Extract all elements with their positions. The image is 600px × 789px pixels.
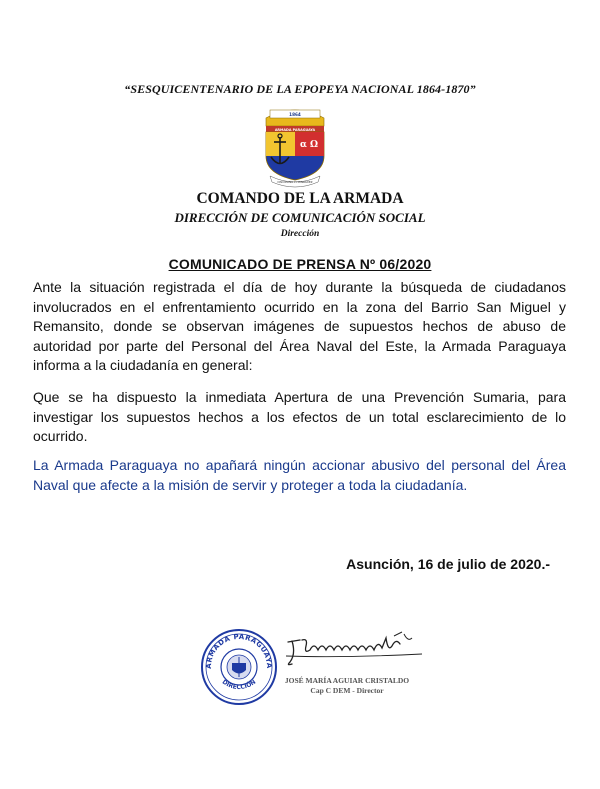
emblem-year: 1864	[289, 112, 301, 117]
navy-emblem	[256, 104, 334, 188]
organization-title: COMANDO DE LA ARMADA	[196, 190, 404, 207]
paragraph-investigation: Que se ha dispuesto la inmediata Apertura de una Prevención Sumaria, para investigar los supuestos hechos a los efectos de un total esclarecimiento de lo ocurrido.	[33, 389, 566, 444]
section-label: Dirección	[280, 229, 320, 239]
svg-text:DIRECCIÓN	[221, 679, 258, 691]
emblem-banner: ARMADA PARAGUAYA	[274, 128, 316, 132]
signatory-rank: Cap C DEM - Director	[310, 686, 384, 695]
official-seal	[199, 627, 279, 707]
press-release-title: COMUNICADO DE PRENSA Nº 06/2020	[168, 256, 432, 272]
commitment-text: no apañará ningún accionar abusivo del personal del Área Naval que afecte a la misión de servir y proteger a toda la ciudadanía.	[33, 457, 566, 493]
navy-name-lead: La Armada Paraguaya	[33, 457, 178, 473]
seal-top-text: ARMADA PARAGUAYA	[204, 632, 274, 669]
handwritten-signature	[282, 628, 432, 673]
emblem-ribbon: DISCIPLINA Y HONRADEZ	[277, 180, 313, 184]
signatory-name: JOSÉ MARÍA AGUIAR CRISTALDO	[284, 676, 410, 685]
emblem-alpha-omega: α Ω	[299, 140, 319, 150]
department-title: DIRECCIÓN DE COMUNICACIÓN SOCIAL	[174, 210, 426, 225]
paragraph-commitment	[33, 456, 566, 495]
paragraph-situation: Ante la situación registrada el día de hoy durante la búsqueda de ciudadanos involucrados en el enfrentamiento ocurrido en la zona del Barrio San Miguel y Remansito, donde se observan imágenes de supuestos hechos de abuso de autoridad por parte del Personal del Área Naval del Este, la Armada Paraguaya informa a la ciudadanía en general:	[33, 279, 566, 373]
commemorative-motto: “SESQUICENTENARIO DE LA EPOPEYA NACIONAL 1864-1870”	[124, 82, 476, 96]
seal-bottom-text: DIRECCIÓN	[220, 678, 258, 692]
issue-date: Asunción, 16 de julio de 2020.-	[346, 556, 550, 572]
